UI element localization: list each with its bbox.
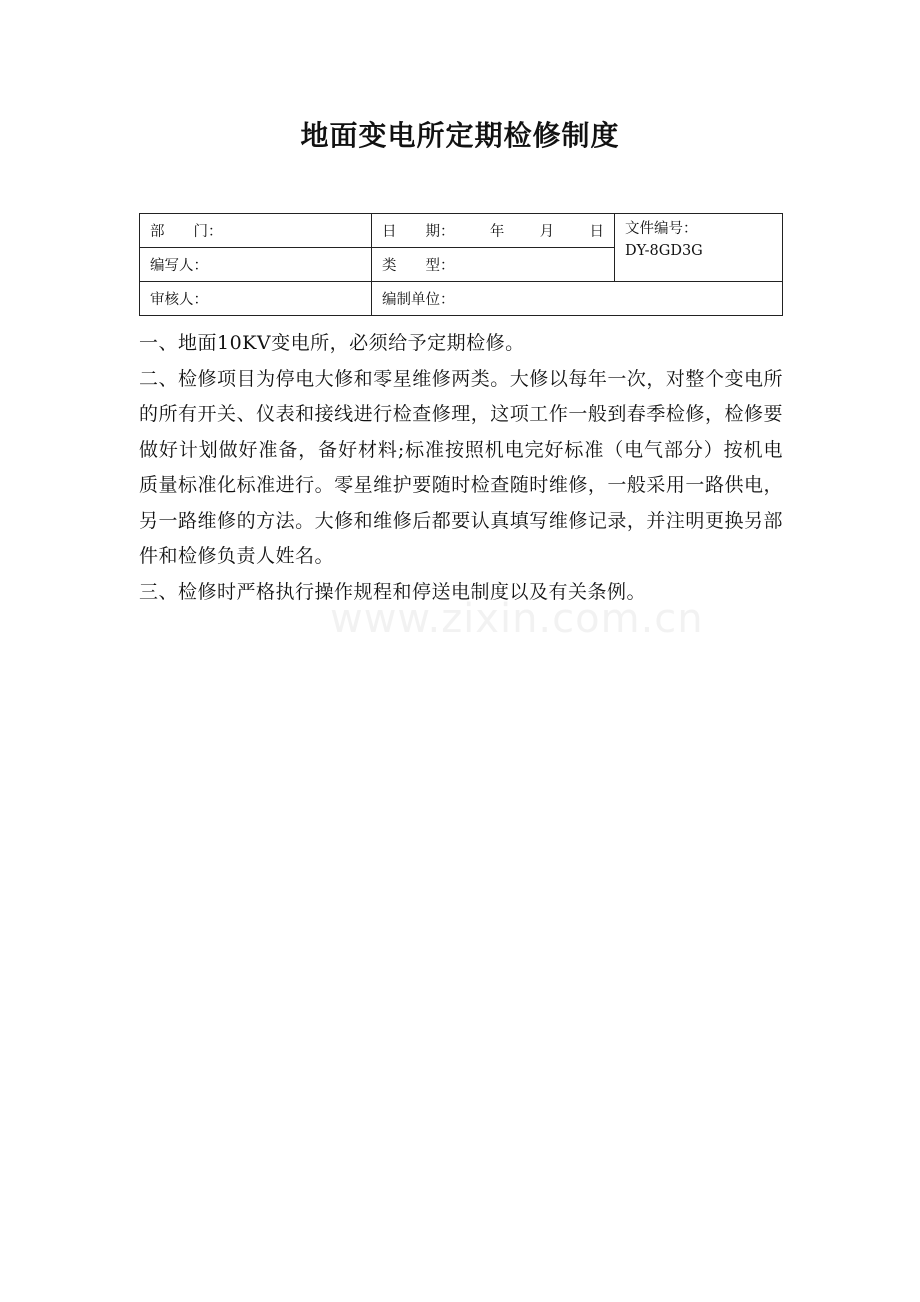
date-cell <box>372 214 615 248</box>
reviewer-cell <box>140 282 372 316</box>
doc-number-label: 文件编号： <box>625 221 698 237</box>
author-cell <box>140 248 372 282</box>
type-label: 类 型： <box>382 258 455 274</box>
author-label: 编写人： <box>150 258 208 274</box>
doc-number-cell <box>615 214 783 282</box>
date-label: 日 期： <box>382 224 455 240</box>
unit-label: 编制单位： <box>382 292 455 308</box>
day-label: 日 <box>589 224 604 240</box>
doc-number-value: DY-8GD3G <box>625 243 703 259</box>
year-label: 年 <box>489 224 505 240</box>
month-label: 月 <box>539 224 555 240</box>
page-title: 地面变电所定期检修制度 <box>300 119 620 152</box>
meta-row-1 <box>140 214 783 248</box>
paragraph-1: 一、地面10KV变电所，必须给予定期检修。 <box>139 332 525 354</box>
paragraph-3: 三、检修时严格执行操作规程和停送电制度以及有关条例。 <box>139 580 647 603</box>
reviewer-label: 审核人： <box>150 292 208 308</box>
document-body <box>139 326 783 610</box>
department-label: 部 门： <box>150 224 223 240</box>
unit-cell <box>372 282 783 316</box>
type-cell <box>372 248 615 282</box>
paragraph-2: 二、检修项目为停电大修和零星维修两类。大修以每年一次，对整个变电所的所有开关、仪表和接线进行检查修理，这项工作一般到春季检修，检修要做好计划做好准备，备好材料;标准按照机电完好标准（电气部分）按机电质量标准化标准进行。零星维护要随时检查随时维修，一般采用一路供电，另一路维修的方法。大修和维修后都要认真填写维修记录，并注明更换另部件和检修负责人姓名。 <box>139 367 783 567</box>
department-cell <box>140 214 372 248</box>
document-meta-table <box>139 213 783 316</box>
meta-row-3 <box>140 282 783 316</box>
watermark-text: www.zixin.com.cn <box>330 596 704 642</box>
